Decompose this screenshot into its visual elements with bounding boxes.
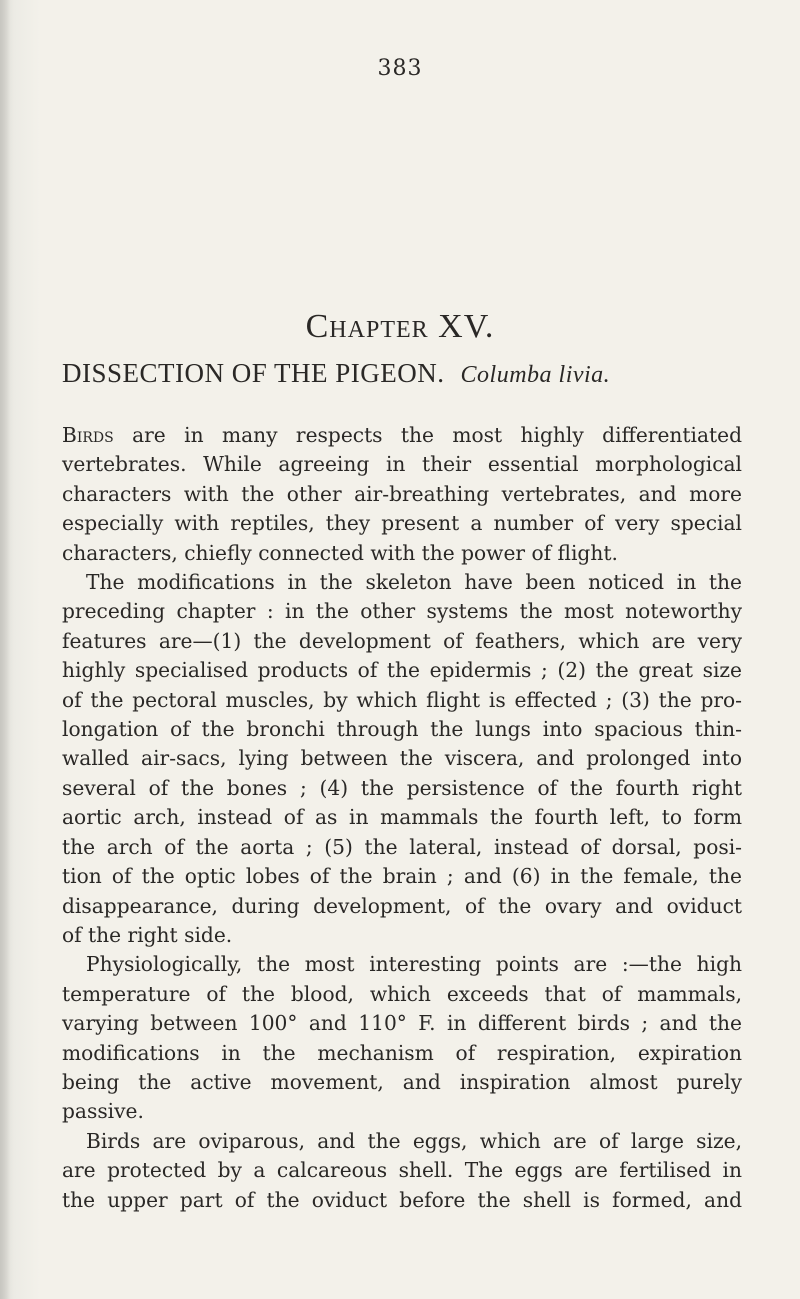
- text-line: Birds are in many respects the most highly differentiated: [62, 423, 742, 447]
- text-line: Birds are oviparous, and the eggs, which are of large size,: [86, 1128, 742, 1153]
- text-line: tion of the optic lobes of the brain ; and (6) in the female, the: [62, 864, 742, 889]
- section-title: DISSECTION OF THE PIGEON.: [62, 358, 445, 388]
- text-line: the upper part of the oviduct before the shell is formed, and: [62, 1187, 742, 1212]
- page-gutter-shadow: [0, 0, 10, 1299]
- text-line: highly specialised products of the epidermis ; (2) the great size: [62, 658, 742, 683]
- paragraph: [62, 950, 742, 1126]
- chapter-title: Chapter XV.: [305, 308, 495, 345]
- species-name: Columba livia.: [460, 362, 611, 388]
- text-line: characters with the other air-breathing vertebrates, and more: [62, 481, 742, 506]
- paragraph: [62, 1127, 742, 1215]
- text-line: of the right side.: [62, 922, 233, 947]
- text-line: longation of the bronchi through the lungs into spacious thin-: [62, 717, 742, 742]
- text-line: varying between 100° and 110° F. in different birds ; and the: [62, 1011, 742, 1036]
- text-line: Physiologically, the most interesting points are :—the high: [86, 952, 742, 977]
- text-line: being the active movement, and inspiration almost purely: [62, 1069, 742, 1094]
- paragraph: [62, 421, 742, 568]
- text-line: several of the bones ; (4) the persistence of the fourth right: [62, 775, 742, 800]
- section-title-row: [62, 358, 762, 389]
- text-line: especially with reptiles, they present a number of very special: [62, 511, 742, 536]
- text-line: disappearance, during development, of the ovary and oviduct: [62, 893, 742, 918]
- text-line: walled air-sacs, lying between the viscera, and prolonged into: [62, 746, 742, 771]
- text-line: of the pectoral muscles, by which flight is effected ; (3) the pro-: [62, 687, 742, 712]
- page-number: 383: [377, 56, 423, 81]
- paragraph: [62, 568, 742, 950]
- text-line: passive.: [62, 1099, 144, 1124]
- text-line: preceding chapter : in the other systems the most noteworthy: [62, 599, 742, 624]
- text-line: modifications in the mechanism of respiration, expiration: [62, 1040, 742, 1065]
- text-line: are protected by a calcareous shell. The eggs are fertilised in: [62, 1158, 742, 1183]
- text-line: the arch of the aorta ; (5) the lateral, instead of dorsal, posi-: [62, 834, 742, 859]
- text-line: The modifications in the skeleton have been noticed in the: [86, 570, 742, 595]
- text-line: characters, chiefly connected with the power of flight.: [62, 540, 618, 565]
- body-text: [62, 421, 742, 1215]
- text-line: vertebrates. While agreeing in their essential morphological: [62, 452, 742, 477]
- text-line: features are—(1) the development of feathers, which are very: [62, 628, 742, 653]
- text-line: temperature of the blood, which exceeds that of mammals,: [62, 981, 742, 1006]
- text-line: aortic arch, instead of as in mammals the fourth left, to form: [62, 805, 742, 830]
